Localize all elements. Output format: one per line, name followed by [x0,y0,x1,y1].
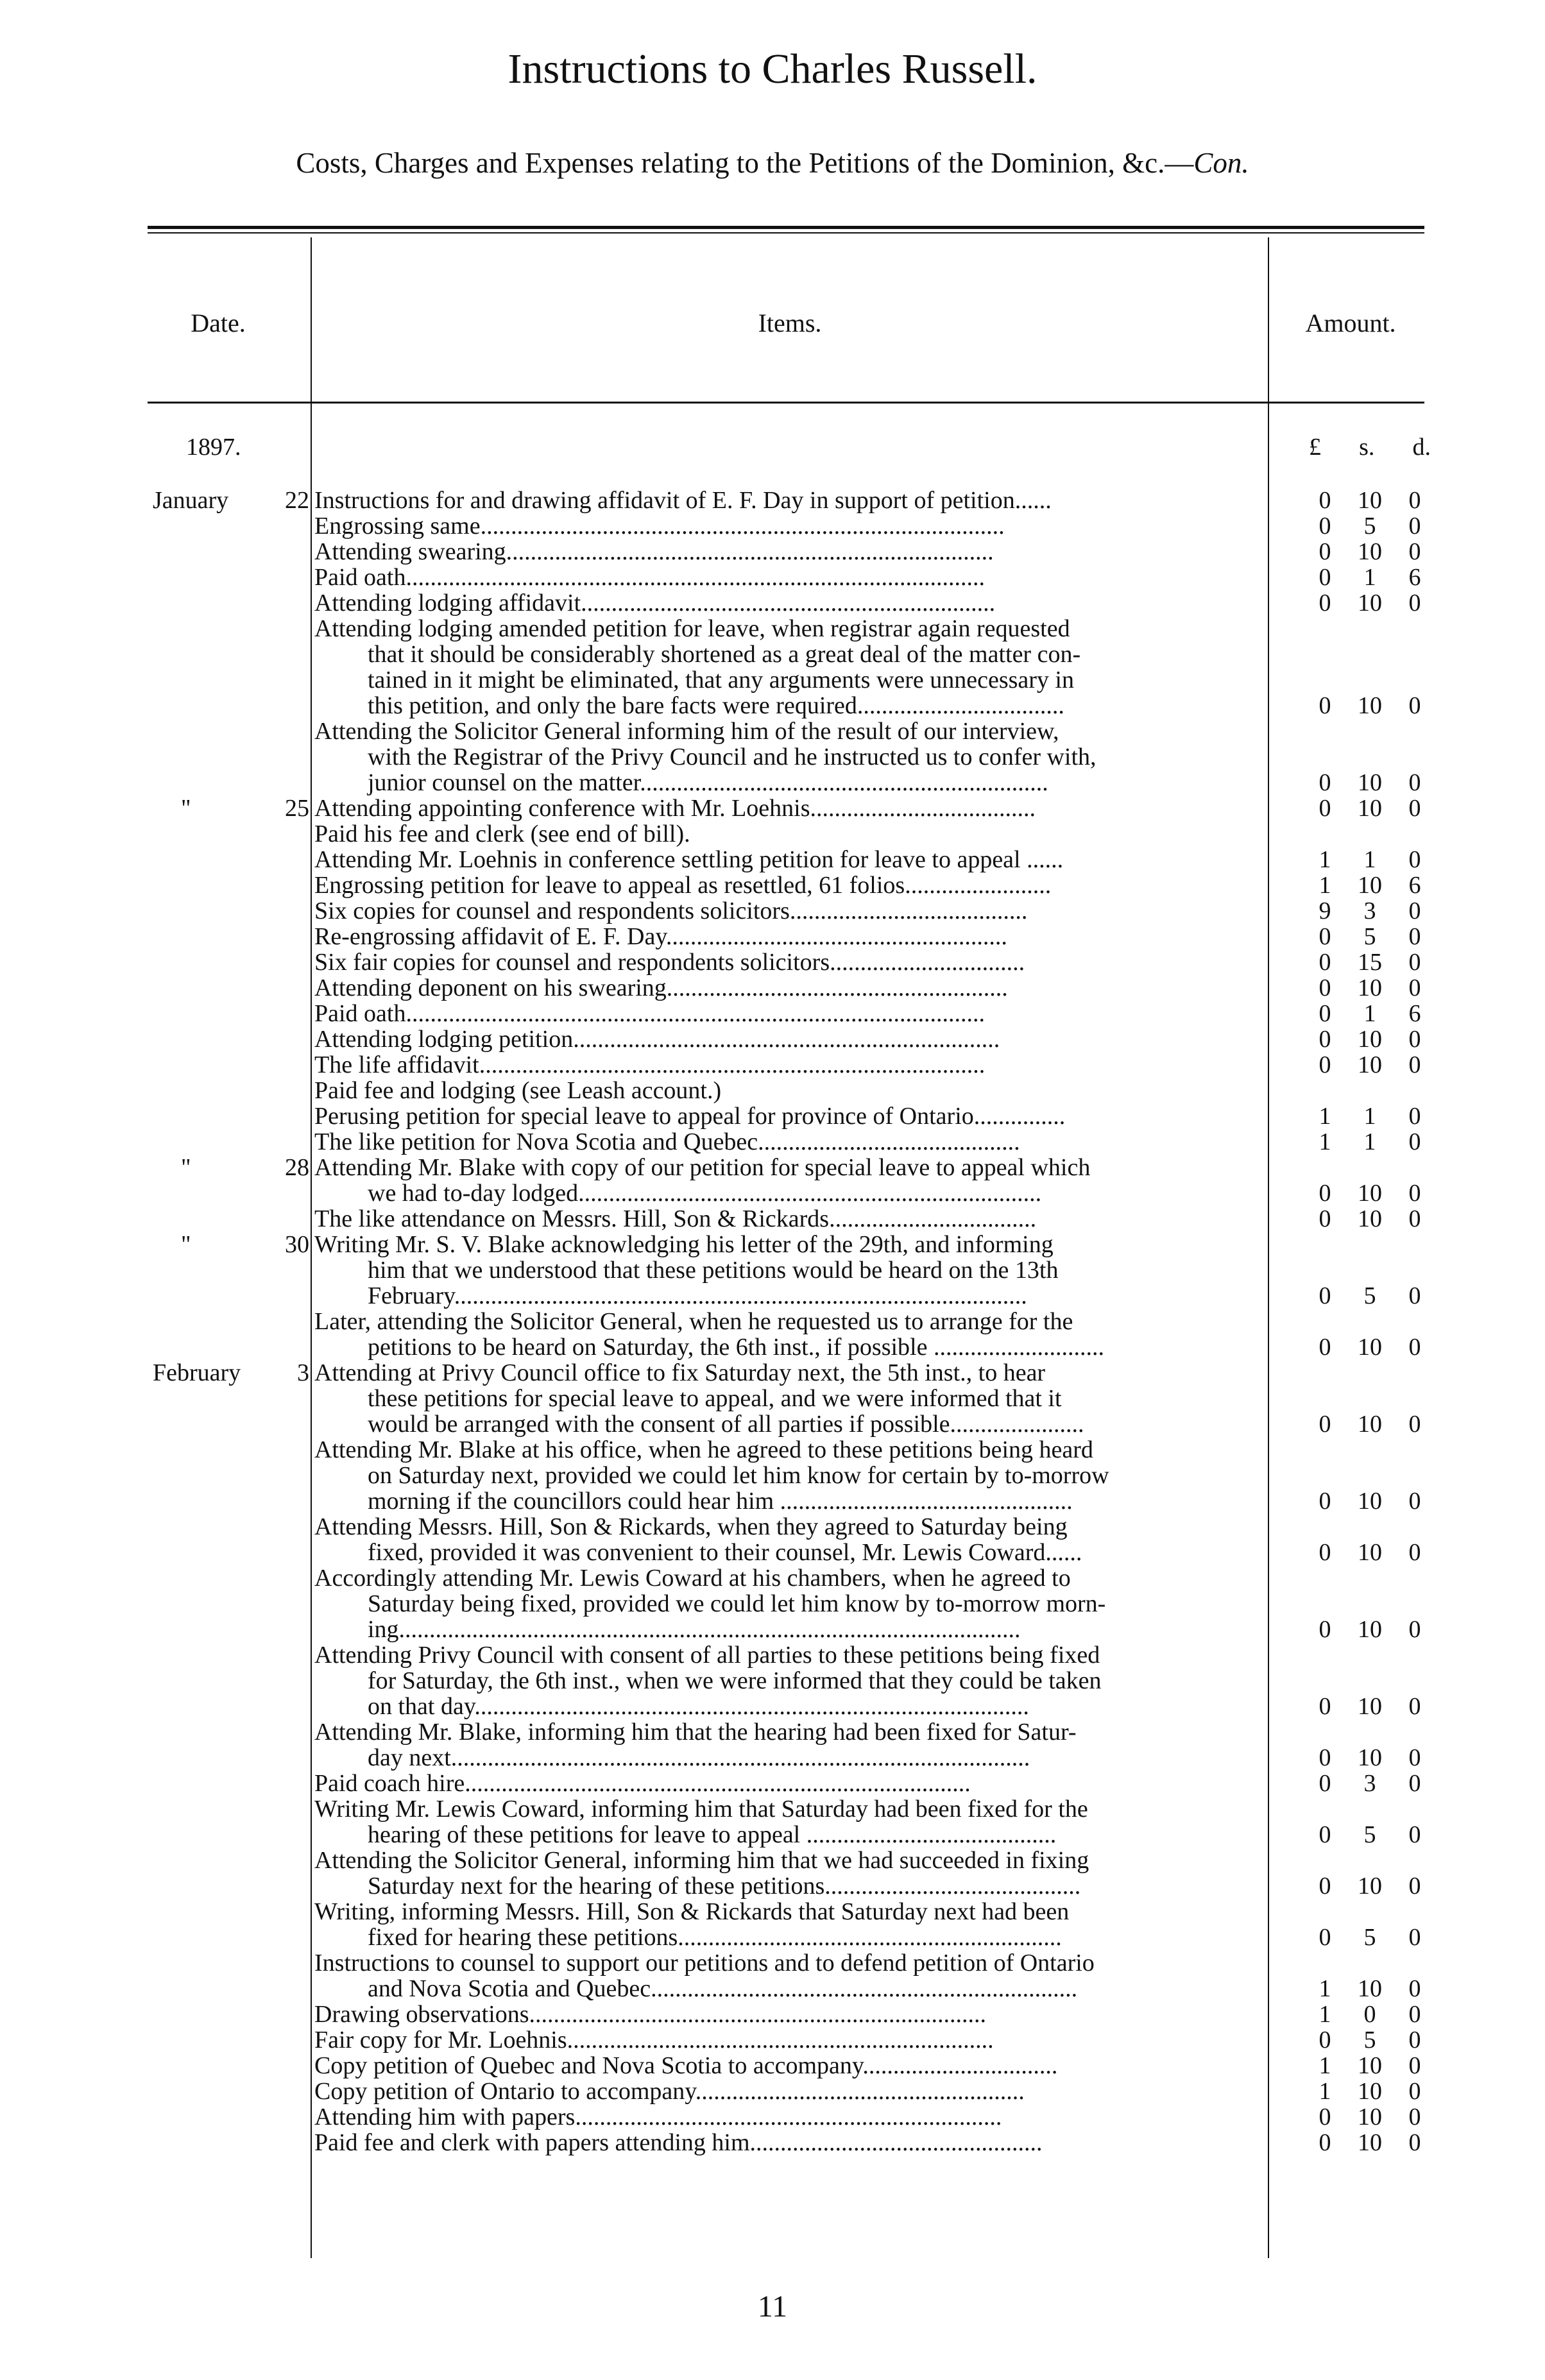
amount-pounds: 1 [1319,846,1331,873]
entry-item-line: we had to-day lodged............................................................................ [368,1180,1042,1206]
entry-item [314,1129,1263,1155]
amount-pounds: 0 [1319,1051,1331,1078]
entry-item-line: Attending the Solicitor General informing him of the result of our interview, [314,718,1059,744]
amount-shillings: 5 [1363,1282,1376,1309]
page-title: Instructions to Charles Russell. [508,46,1037,92]
entry-item-line: The life affidavit................................................................................... [314,1052,986,1078]
amount-pounds: 0 [1319,1205,1331,1232]
entry-item-line: Attending the Solicitor General, informing him that we had succeeded in fixing [314,1848,1089,1873]
amount-shillings: 10 [1358,538,1382,565]
amount-pence: 0 [1408,513,1421,540]
entry-amount [1309,565,1431,590]
amount-shillings: 5 [1363,513,1376,540]
entry-item [314,1437,1263,1514]
entry-amount [1309,924,1431,949]
entry-item-line: Instructions to counsel to support our petitions and to defend petition of Ontario [314,1950,1095,1976]
amount-pence: 0 [1408,897,1421,924]
entry-item [314,590,1263,616]
amount-pence: 0 [1408,2027,1421,2053]
entry-item-line: Copy petition of Quebec and Nova Scotia to accompany................................ [314,2053,1058,2078]
amount-pounds: 0 [1319,2027,1331,2053]
amount-pounds: 0 [1319,564,1331,591]
amount-shillings: 10 [1358,1488,1382,1515]
amount-pounds: 1 [1319,2052,1331,2079]
entry-item-line: Attending Mr. Blake, informing him that the hearing had been fixed for Satur- [314,1719,1077,1745]
amount-pence: 0 [1408,1205,1421,1232]
amount-shillings: 10 [1358,1744,1382,1771]
entry-item [314,1565,1263,1642]
subtitle-suffix: Con. [1193,147,1249,179]
amount-shillings: 3 [1363,897,1376,924]
entry-item-line: Attending him with papers...................................................................... [314,2104,1002,2130]
entry-item-line: Drawing observations........................................................................... [314,2002,987,2027]
amount-pounds: 0 [1319,1539,1331,1566]
entry-amount [1309,1873,1431,1899]
amount-shillings: 10 [1358,1205,1382,1232]
entry-amount [1309,1976,1431,2002]
entry-item-line: Writing Mr. S. V. Blake acknowledging his letter of the 29th, and informing [314,1232,1054,1257]
entry-amount [1309,1540,1431,1565]
entry-day: 30 [285,1231,309,1258]
amount-pence: 0 [1408,2078,1421,2105]
entry-item-line: Attending lodging amended petition for leave, when registrar again requested [314,616,1070,642]
entry-item-line: Attending deponent on his swearing........................................................ [314,975,1008,1001]
amount-pence: 0 [1408,692,1421,719]
entry-item-line: Paid coach hire................................................................................... [314,1771,971,1796]
amount-pence: 0 [1408,769,1421,796]
entry-item [314,821,1263,847]
amount-pounds: 1 [1319,2001,1331,2028]
amount-pence: 0 [1408,1821,1421,1848]
amount-pence: 0 [1408,2052,1421,2079]
amount-shillings: 10 [1358,769,1382,796]
entry-item-line: Attending Privy Council with consent of all parties to these petitions being fixed [314,1642,1100,1668]
entry-amount [1309,1488,1431,1514]
amount-shillings: 1 [1363,1128,1376,1155]
entry-item-line: The like petition for Nova Scotia and Quebec........................................... [314,1129,1020,1155]
amount-pence: 0 [1408,1334,1421,1361]
amount-pounds: 9 [1319,897,1331,924]
entry-amount [1309,590,1431,616]
entry-item [314,539,1263,565]
entry-item [314,2002,1263,2027]
amount-pounds: 0 [1319,923,1331,950]
entry-amount [1309,1334,1431,1360]
amount-pounds: 0 [1319,769,1331,796]
entry-item [314,1155,1263,1206]
entry-item-line: Paid fee and lodging (see Leash account.) [314,1078,722,1103]
amount-pounds: 0 [1319,974,1331,1001]
entry-amount [1309,2078,1431,2104]
entry-item-line: Perusing petition for special leave to appeal for province of Ontario............... [314,1103,1066,1129]
entry-item-line: Attending Messrs. Hill, Son & Rickards, when they agreed to Saturday being [314,1514,1068,1540]
amount-shillings: 10 [1358,1975,1382,2002]
entry-item-line: would be arranged with the consent of all parties if possible...................... [368,1411,1084,1437]
entry-item [314,1001,1263,1026]
entry-item-line: Paid fee and clerk with papers attending him................................................ [314,2130,1043,2155]
entry-item-line: Fair copy for Mr. Loehnis...................................................................... [314,2027,994,2053]
entry-amount [1309,1129,1431,1155]
amount-pence: 0 [1408,923,1421,950]
entry-item [314,1103,1263,1129]
amount-pounds: 0 [1319,1744,1331,1771]
entry-amount [1309,898,1431,924]
amount-pence: 0 [1408,1411,1421,1438]
entry-item [314,1848,1263,1899]
shillings-label: s. [1359,434,1375,461]
entry-item [314,488,1263,513]
entry-item-line: on that day........................................................................................... [368,1694,1029,1719]
amount-shillings: 10 [1358,1616,1382,1643]
entry-item [314,1309,1263,1360]
entry-item [314,1796,1263,1848]
currency-header [1309,433,1431,461]
amount-pence: 0 [1408,1051,1421,1078]
amount-shillings: 10 [1358,1873,1382,1900]
entry-item [314,2104,1263,2130]
entry-item [314,795,1263,821]
entry-item [314,2027,1263,2053]
entry-amount [1309,1026,1431,1052]
entry-item-line: Copy petition of Ontario to accompany...................................................... [314,2078,1025,2104]
amount-pounds: 0 [1319,1026,1331,1053]
amount-shillings: 10 [1358,1334,1382,1361]
entry-amount [1309,872,1431,898]
entry-amount [1309,2053,1431,2078]
entry-item-line: fixed for hearing these petitions............................................................... [368,1925,1062,1950]
entry-item [314,2053,1263,2078]
amount-pence: 0 [1408,1282,1421,1309]
entry-item-line: Attending at Privy Council office to fix Saturday next, the 5th inst., to hear [314,1360,1046,1386]
amount-pounds: 1 [1319,2078,1331,2105]
entry-item-line: Engrossing petition for leave to appeal as resettled, 61 folios........................ [314,872,1052,898]
amount-pounds: 0 [1319,2104,1331,2130]
page-number: 11 [757,2290,788,2324]
amount-pence: 0 [1408,1103,1421,1130]
entry-amount [1309,770,1431,795]
entry-item-line: Attending Mr. Blake at his office, when he agreed to these petitions being heard [314,1437,1093,1463]
amount-shillings: 10 [1358,590,1382,616]
entry-item-line: Paid oath............................................................................................... [314,1001,985,1026]
year-label: 1897. [186,434,241,461]
amount-shillings: 10 [1358,1180,1382,1207]
amount-pounds: 0 [1319,513,1331,540]
entry-item [314,975,1263,1001]
amount-pounds: 1 [1319,1103,1331,1130]
amount-pence: 0 [1408,487,1421,514]
entry-item [314,872,1263,898]
amount-pence: 0 [1408,1616,1421,1643]
entry-amount [1309,1103,1431,1129]
column-divider-amount [1268,237,1269,2258]
amount-pounds: 1 [1319,1975,1331,2002]
entry-item-line: Saturday next for the hearing of these petitions.......................................... [368,1873,1081,1899]
entry-item [314,1360,1263,1437]
entry-item-line: Attending appointing conference with Mr. Loehnis..................................... [314,795,1036,821]
amount-shillings: 1 [1363,1103,1376,1130]
entry-amount [1309,1745,1431,1771]
amount-shillings: 10 [1358,692,1382,719]
entry-amount [1309,539,1431,565]
amount-shillings: 1 [1363,564,1376,591]
entry-item-line: with the Registrar of the Privy Council and he instructed us to confer with, [368,744,1097,770]
amount-shillings: 10 [1358,974,1382,1001]
entry-item-line: Re-engrossing affidavit of E. F. Day........................................................ [314,924,1007,949]
entry-item-line: tained in it might be eliminated, that any arguments were unnecessary in [368,667,1074,693]
header-amount: Amount. [1305,309,1396,337]
amount-pence: 0 [1408,2104,1421,2130]
entry-item-line: these petitions for special leave to appeal, and we were informed that it [368,1386,1062,1411]
amount-pounds: 0 [1319,1282,1331,1309]
entry-month: February [153,1359,241,1386]
entry-item [314,1078,1263,1103]
entry-item-line: February.............................................................................................. [368,1283,1027,1309]
amount-pence: 0 [1408,974,1421,1001]
amount-shillings: 10 [1358,2129,1382,2156]
amount-shillings: 3 [1363,1770,1376,1797]
entry-amount [1309,1822,1431,1848]
pence-label: d. [1412,434,1431,461]
entry-day: 28 [285,1154,309,1181]
entry-amount [1309,1925,1431,1950]
entry-amount [1309,513,1431,539]
entry-item [314,1026,1263,1052]
entry-item-line: and Nova Scotia and Quebec...................................................................... [368,1976,1078,2002]
entry-item-line: that it should be considerably shortened as a great deal of the matter con- [368,642,1081,667]
entry-amount [1309,847,1431,872]
entry-item [314,1052,1263,1078]
amount-shillings: 10 [1358,2078,1382,2105]
amount-pounds: 0 [1319,1411,1331,1438]
amount-pounds: 0 [1319,692,1331,719]
amount-shillings: 10 [1358,1411,1382,1438]
entry-amount [1309,1052,1431,1078]
amount-pounds: 1 [1319,872,1331,899]
entry-item-line: Six copies for counsel and respondents solicitors....................................... [314,898,1028,924]
amount-pence: 0 [1408,590,1421,616]
amount-shillings: 10 [1358,1693,1382,1720]
entry-amount [1309,2130,1431,2155]
entry-month: " [181,1231,191,1258]
entry-amount [1309,2104,1431,2130]
amount-pounds: 0 [1319,1821,1331,1848]
entry-day: 25 [285,795,309,822]
amount-pounds: 0 [1319,1180,1331,1207]
amount-pence: 6 [1408,872,1421,899]
amount-pounds: 0 [1319,538,1331,565]
subtitle-text: Costs, Charges and Expenses relating to the Petitions of the Dominion, &c.— [296,147,1194,179]
amount-pounds: 1 [1319,1128,1331,1155]
amount-pence: 0 [1408,1744,1421,1771]
entry-item-line: for Saturday, the 6th inst., when we were informed that they could be taken [368,1668,1102,1694]
header-items: Items. [758,309,822,337]
amount-pence: 0 [1408,1488,1421,1515]
amount-shillings: 10 [1358,1051,1382,1078]
entry-amount [1309,488,1431,513]
entry-item [314,1232,1263,1309]
entry-item-line: Paid oath............................................................................................... [314,565,985,590]
entry-amount [1309,1771,1431,1796]
entry-item-line: Six fair copies for counsel and respondents solicitors................................ [314,949,1025,975]
entry-item [314,924,1263,949]
amount-pence: 0 [1408,1770,1421,1797]
entry-amount [1309,1283,1431,1309]
entry-amount [1309,795,1431,821]
top-rule-thick [148,226,1424,229]
amount-shillings: 10 [1358,795,1382,822]
amount-pence: 0 [1408,2129,1421,2156]
entry-day: 3 [297,1359,309,1386]
entry-item-line: Writing, informing Messrs. Hill, Son & Rickards that Saturday next had been [314,1899,1070,1925]
entry-amount [1309,1206,1431,1232]
entry-amount [1309,975,1431,1001]
entry-item-line: petitions to be heard on Saturday, the 6th inst., if possible ............................ [368,1334,1104,1360]
entry-item-line: Attending lodging petition...................................................................... [314,1026,1000,1052]
entry-item-line: hearing of these petitions for leave to appeal ......................................... [368,1822,1057,1848]
entry-item [314,847,1263,872]
entry-day: 22 [285,487,309,514]
entry-item [314,1642,1263,1719]
amount-shillings: 5 [1363,2027,1376,2053]
entry-item [314,949,1263,975]
amount-pounds: 0 [1319,1616,1331,1643]
entry-amount [1309,1180,1431,1206]
entry-item [314,1719,1263,1771]
amount-shillings: 10 [1358,872,1382,899]
entry-item-line: junior counsel on the matter................................................................... [368,770,1048,795]
amount-pounds: 0 [1319,590,1331,616]
entry-item-line: this petition, and only the bare facts were required.................................. [368,693,1064,718]
amount-pounds: 0 [1319,1334,1331,1361]
amount-shillings: 15 [1358,949,1382,976]
entry-item-line: Paid his fee and clerk (see end of bill). [314,821,690,847]
entry-item-line: on Saturday next, provided we could let him know for certain by to-morrow [368,1463,1109,1488]
amount-pence: 0 [1408,1693,1421,1720]
amount-pounds: 0 [1319,1924,1331,1951]
amount-pounds: 0 [1319,1000,1331,1027]
amount-shillings: 10 [1358,1539,1382,1566]
entry-item-line: fixed, provided it was convenient to their counsel, Mr. Lewis Coward...... [368,1540,1082,1565]
amount-pounds: 0 [1319,1488,1331,1515]
amount-pence: 6 [1408,1000,1421,1027]
entry-amount [1309,1411,1431,1437]
header-date: Date. [191,309,246,337]
entry-item-line: Instructions for and drawing affidavit of E. F. Day in support of petition...... [314,488,1052,513]
pounds-label: £ [1309,434,1321,461]
amount-pounds: 0 [1319,1770,1331,1797]
entry-item [314,1950,1263,2002]
top-rule-thin [148,232,1424,234]
entry-amount [1309,693,1431,718]
amount-shillings: 5 [1363,1924,1376,1951]
entry-item [314,513,1263,539]
amount-pence: 0 [1408,846,1421,873]
entry-amount [1309,1694,1431,1719]
amount-shillings: 1 [1363,846,1376,873]
entry-month: " [181,1154,191,1181]
entry-item [314,565,1263,590]
entry-item-line: Saturday being fixed, provided we could let him know by to-morrow morn- [368,1591,1106,1617]
amount-pounds: 0 [1319,1873,1331,1900]
entry-item [314,898,1263,924]
amount-pounds: 0 [1319,2129,1331,2156]
entry-item-line: day next............................................................................................... [368,1745,1030,1771]
entry-item-line: him that we understood that these petitions would be heard on the 13th [368,1257,1059,1283]
entry-month: " [181,795,191,822]
entry-item-line: ing...................................................................................................... [368,1617,1021,1642]
entry-item [314,1206,1263,1232]
amount-pounds: 0 [1319,1693,1331,1720]
entry-month: January [153,487,229,514]
entry-amount [1309,1001,1431,1026]
entry-item [314,718,1263,795]
amount-pounds: 0 [1319,795,1331,822]
amount-pounds: 0 [1319,487,1331,514]
entry-item [314,1899,1263,1950]
entry-amount [1309,949,1431,975]
entry-item-line: Engrossing same...................................................................................... [314,513,1005,539]
header-rule [148,402,1424,404]
amount-shillings: 10 [1358,1026,1382,1053]
amount-shillings: 5 [1363,923,1376,950]
entry-item [314,1514,1263,1565]
amount-pence: 0 [1408,949,1421,976]
amount-pence: 0 [1408,2001,1421,2028]
amount-pence: 0 [1408,1924,1421,1951]
entry-item-line: Attending Mr. Blake with copy of our petition for special leave to appeal which [314,1155,1091,1180]
amount-shillings: 1 [1363,1000,1376,1027]
amount-pence: 6 [1408,564,1421,591]
amount-pence: 0 [1408,538,1421,565]
amount-pounds: 0 [1319,949,1331,976]
amount-pence: 0 [1408,1975,1421,2002]
amount-pence: 0 [1408,1026,1421,1053]
entry-item-line: Writing Mr. Lewis Coward, informing him that Saturday had been fixed for the [314,1796,1088,1822]
amount-shillings: 5 [1363,1821,1376,1848]
entry-item [314,1771,1263,1796]
entry-amount [1309,2027,1431,2053]
amount-shillings: 10 [1358,487,1382,514]
amount-pence: 0 [1408,1180,1421,1207]
amount-shillings: 10 [1358,2104,1382,2130]
entry-item-line: Later, attending the Solicitor General, when he requested us to arrange for the [314,1309,1073,1334]
entry-item [314,2130,1263,2155]
entry-item-line: The like attendance on Messrs. Hill, Son & Rickards.................................. [314,1206,1037,1232]
amount-shillings: 0 [1363,2001,1376,2028]
amount-pence: 0 [1408,795,1421,822]
entry-item-line: Accordingly attending Mr. Lewis Coward at his chambers, when he agreed to [314,1565,1071,1591]
entry-item-line: Attending swearing................................................................................ [314,539,994,565]
entry-item-line: Attending Mr. Loehnis in conference settling petition for leave to appeal ...... [314,847,1064,872]
entry-item [314,616,1263,718]
entry-amount [1309,2002,1431,2027]
amount-pence: 0 [1408,1539,1421,1566]
amount-pence: 0 [1408,1128,1421,1155]
amount-pence: 0 [1408,1873,1421,1900]
entry-item-line: Attending lodging affidavit.................................................................... [314,590,996,616]
entry-item-line: morning if the councillors could hear him ................................................ [368,1488,1073,1514]
entry-item [314,2078,1263,2104]
entry-amount [1309,1617,1431,1642]
amount-shillings: 10 [1358,2052,1382,2079]
page-subtitle [0,146,1545,180]
column-divider-date [311,237,312,2258]
